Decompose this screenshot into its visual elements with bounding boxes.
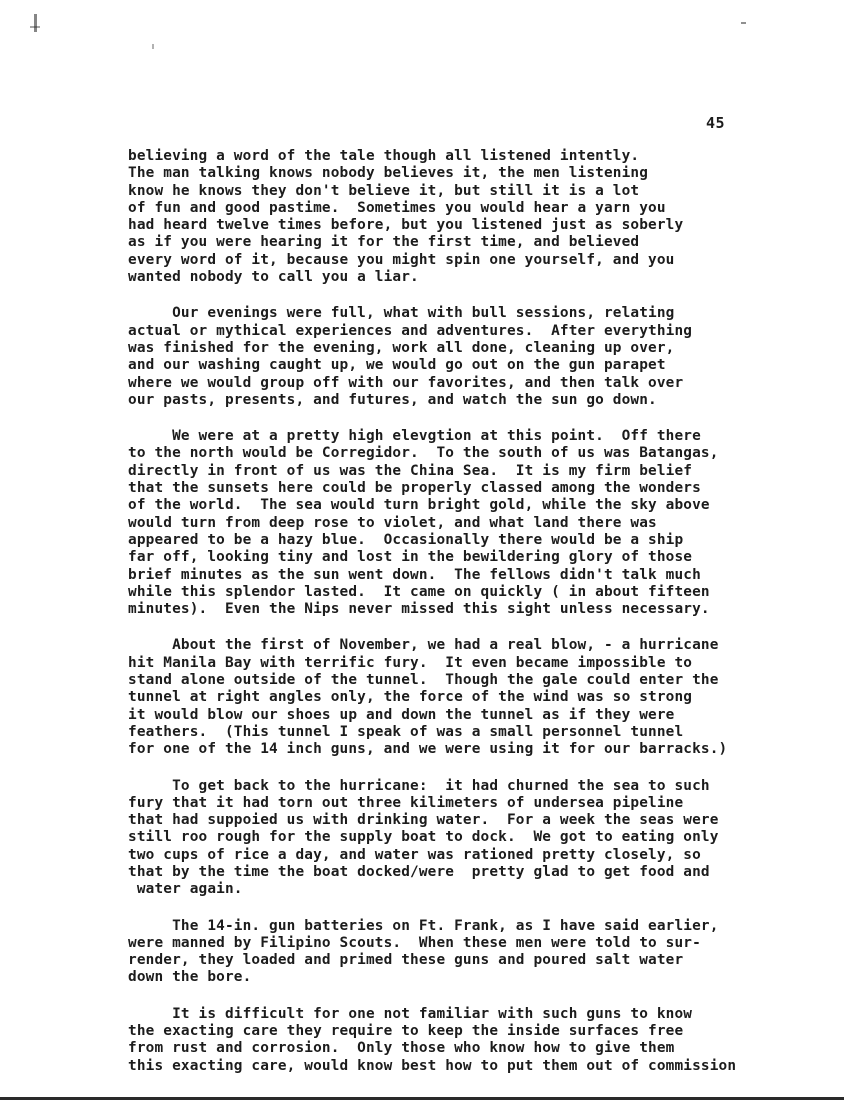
scan-speck (30, 26, 40, 28)
text-line: would turn from deep rose to violet, and what land there was (128, 514, 657, 531)
text-line: fury that it had torn out three kilimeters of undersea pipeline (128, 794, 684, 811)
paragraph (128, 637, 828, 758)
text-line: believing a word of the tale though all listened intently. (128, 148, 640, 164)
text-line: were manned by Filipino Scouts. When these men were told to sur- (128, 934, 701, 951)
text-line: It is difficult for one not familiar with such guns to know (128, 1005, 693, 1022)
text-line: know he knows they don't believe it, but still it is a lot (128, 182, 640, 199)
text-line: directly in front of us was the China Sea. It is my firm belief (128, 462, 693, 479)
text-line: that by the time the boat docked/were pretty glad to get food and (128, 863, 710, 880)
paragraph (128, 148, 828, 286)
paragraph (128, 778, 828, 899)
text-line: tunnel at right angles only, the force of the wind was so strong (128, 689, 693, 706)
page-number: 45 (706, 114, 726, 132)
text-line: of the world. The sea would turn bright gold, while the sky above (128, 497, 710, 514)
text-line: this exacting care, would know best how to put them out of commission (128, 1057, 737, 1074)
scan-speck (152, 44, 154, 49)
scan-speck (34, 14, 37, 32)
text-line: from rust and corrosion. Only those who know how to give them (128, 1040, 675, 1057)
text-line: stand alone outside of the tunnel. Though the gale could enter the (128, 672, 719, 689)
text-line: the exacting care they require to keep the inside surfaces free (128, 1023, 684, 1040)
paragraph (128, 428, 828, 618)
text-line: of fun and good pastime. Sometimes you would hear a yarn you (128, 199, 666, 216)
text-line: still roo rough for the supply boat to dock. We got to eating only (128, 829, 719, 846)
text-line: had heard twelve times before, but you listened just as soberly (128, 217, 684, 234)
text-line: and our washing caught up, we would go out on the gun parapet (128, 357, 666, 374)
body-text (128, 148, 828, 1094)
text-line: to the north would be Corregidor. To the south of us was Batangas, (128, 445, 719, 462)
text-line: that the sunsets here could be properly classed among the wonders (128, 480, 701, 497)
text-line: The man talking knows nobody believes it, the men listening (128, 165, 649, 182)
text-line: brief minutes as the sun went down. The fellows didn't talk much (128, 566, 701, 583)
text-line: while this splendor lasted. It came on quickly ( in about fifteen (128, 583, 710, 600)
text-line: as if you were hearing it for the first time, and believed (128, 234, 640, 251)
text-line: To get back to the hurricane: it had churned the sea to such (128, 777, 710, 794)
text-line: it would blow our shoes up and down the tunnel as if they were (128, 706, 675, 723)
text-line: far off, looking tiny and lost in the bewildering glory of those (128, 549, 693, 566)
text-line: every word of it, because you might spin one yourself, and you (128, 251, 675, 268)
text-line: hit Manila Bay with terrific fury. It even became impossible to (128, 654, 693, 671)
text-line: feathers. (This tunnel I speak of was a small personnel tunnel (128, 723, 684, 740)
text-line: render, they loaded and primed these guns and poured salt water (128, 952, 684, 969)
paragraph (128, 1006, 828, 1075)
text-line: wanted nobody to call you a liar. (128, 269, 419, 286)
paragraph (128, 918, 828, 987)
text-line: our pasts, presents, and futures, and watch the sun go down. (128, 391, 657, 408)
text-line: was finished for the evening, work all done, cleaning up over, (128, 339, 675, 356)
text-line: for one of the 14 inch guns, and we were using it for our barracks.) (128, 741, 728, 758)
text-line: The 14-in. gun batteries on Ft. Frank, as I have said earlier, (128, 917, 719, 934)
text-line: down the bore. (128, 969, 252, 986)
text-line: We were at a pretty high elevgtion at this point. Off there (128, 428, 701, 445)
text-line: water again. (128, 881, 243, 898)
text-line: two cups of rice a day, and water was rationed pretty closely, so (128, 846, 701, 863)
text-line: appeared to be a hazy blue. Occasionally there would be a ship (128, 531, 684, 548)
text-line: actual or mythical experiences and adventures. After everything (128, 322, 693, 339)
text-line: Our evenings were full, what with bull sessions, relating (128, 305, 675, 322)
text-line: minutes). Even the Nips never missed this sight unless necessary. (128, 601, 710, 618)
text-line: where we would group off with our favorites, and then talk over (128, 374, 684, 391)
text-line: that had suppoied us with drinking water. For a week the seas were (128, 812, 719, 829)
paragraph (128, 305, 828, 409)
text-line: About the first of November, we had a real blow, - a hurricane (128, 637, 719, 654)
scan-speck (741, 22, 746, 24)
